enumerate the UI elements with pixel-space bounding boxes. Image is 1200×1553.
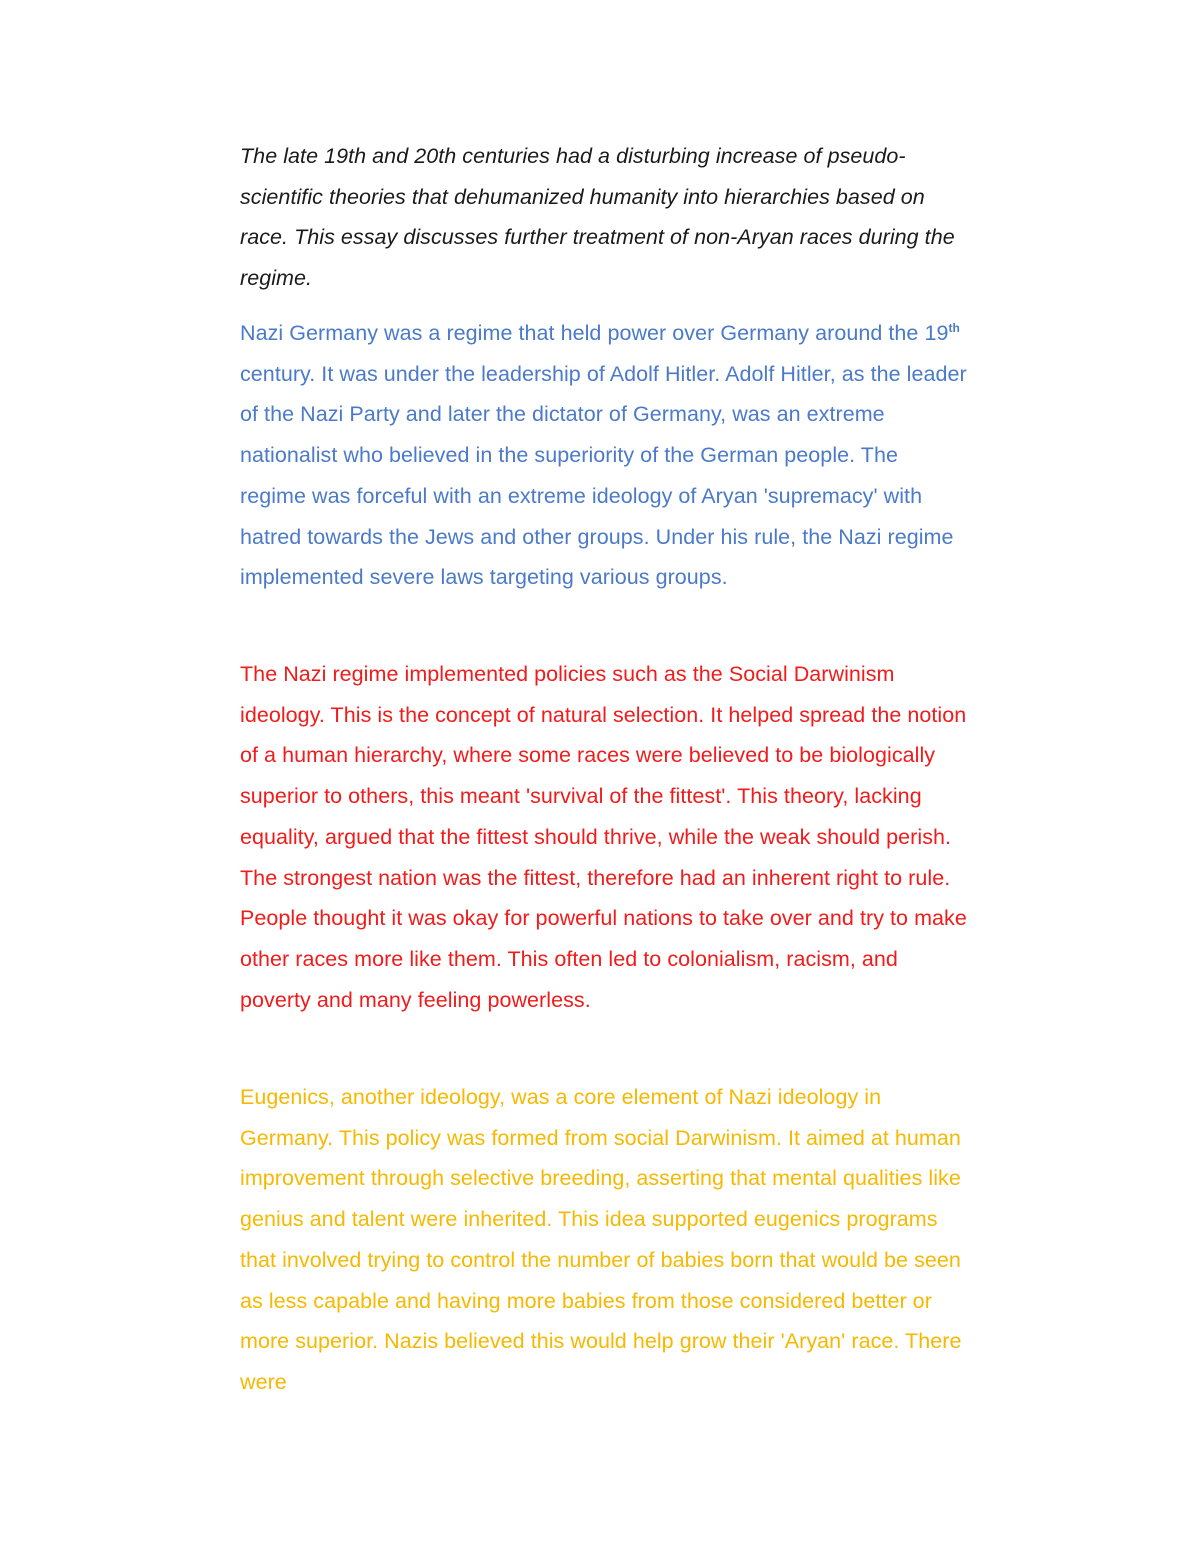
- nazi-germany-paragraph: [240, 313, 970, 598]
- intro-paragraph: The late 19th and 20th centuries had a disturbing increase of pseudo-scientific theories that dehumanized humanity into hierarchies based on race. This essay discusses further treatment of non-Aryan races during the regime.: [240, 144, 955, 291]
- social-darwinism-paragraph: The Nazi regime implemented policies such as the Social Darwinism ideology. This is the concept of natural selection. It helped spread the notion of a human hierarchy, where some races were believed to be biologically superior to others, this meant 'survival of the fittest'. This theory, lacking equality, argued that the fittest should thrive, while the weak should perish. The strongest nation was the fittest, therefore had an inherent right to rule. People thought it was okay for powerful nations to take over and try to make other races more like them. This often led to colonialism, racism, and poverty and many feeling powerless.: [240, 662, 967, 1012]
- superscript-th: th: [948, 321, 960, 335]
- nazi-paragraph-text-start: Nazi Germany was a regime that held power over Germany around the 19: [240, 321, 949, 345]
- eugenics-paragraph: Eugenics, another ideology, was a core element of Nazi ideology in Germany. This policy was formed from social Darwinism. It aimed at human improvement through selective breeding, asserting that mental qualities like genius and talent were inherited. This idea supported eugenics programs that involved trying to control the number of babies born that would be seen as less capable and having more babies from those considered better or more superior. Nazis believed this would help grow their 'Aryan' race. There were: [240, 1085, 962, 1394]
- nazi-paragraph-text-end: century. It was under the leadership of Adolf Hitler. Adolf Hitler, as the leader of the Nazi Party and later the dictator of Germany, was an extreme nationalist who believed in the superiority of the German people. The regime was forceful with an extreme ideology of Aryan 'supremacy' with hatred towards the Jews and other groups. Under his rule, the Nazi regime implemented severe laws targeting various groups.: [240, 361, 967, 590]
